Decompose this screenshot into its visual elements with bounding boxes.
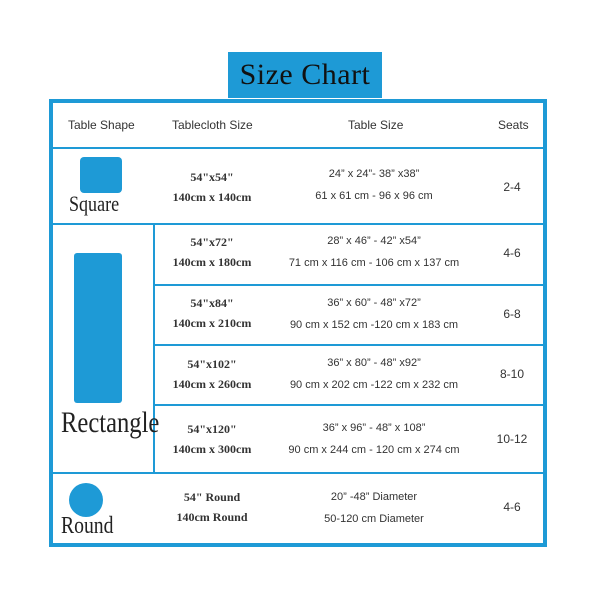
seats-value: 4-6	[503, 500, 521, 514]
table-size-cm: 90 cm x 152 cm -120 cm x 183 cm	[289, 319, 459, 331]
title-badge	[228, 52, 382, 98]
row-divider	[153, 344, 543, 346]
header-divider	[53, 147, 543, 149]
square-divider	[53, 223, 543, 225]
table-size-inches: 36” x 80” - 48” x92”	[327, 357, 421, 369]
table-size-inches: 20” -48” Diameter	[330, 491, 418, 503]
header-tablecloth-size: Tablecloth Size	[172, 118, 253, 132]
cloth-size-inches: 54"x84"	[190, 296, 234, 310]
cloth-size-cm: 140cm x 210cm	[172, 316, 252, 330]
header-seats: Seats	[498, 118, 529, 132]
rectangle-label: Rectangle	[61, 406, 160, 439]
table-size-cm: 61 x 61 cm - 96 x 96 cm	[315, 190, 433, 202]
cloth-size-inches: 54" Round	[183, 490, 241, 504]
cloth-size-inches: 54"x120"	[187, 422, 237, 436]
cloth-size-inches: 54"x102"	[187, 357, 237, 371]
round-label: Round	[61, 513, 114, 539]
cloth-size-cm: 140cm Round	[176, 510, 248, 524]
cloth-size-inches: 54"x72"	[190, 235, 234, 249]
header-table-size: Table Size	[348, 118, 404, 132]
table-size-cm: 71 cm x 116 cm - 106 cm x 137 cm	[288, 257, 460, 269]
square-label: Square	[69, 191, 120, 216]
rectangle-shape-icon	[74, 253, 122, 403]
table-size-inches: 24” x 24”- 38” x38”	[328, 168, 420, 180]
cloth-size-cm: 140cm x 140cm	[172, 190, 252, 204]
cloth-size-cm: 140cm x 300cm	[172, 442, 252, 456]
seats-value: 2-4	[503, 180, 521, 194]
row-divider	[153, 404, 543, 406]
table-size-cm: 90 cm x 202 cm -122 cm x 232 cm	[289, 379, 459, 391]
page-title: Size Chart	[239, 58, 371, 91]
seats-value: 10-12	[496, 432, 528, 446]
header-table-shape: Table Shape	[68, 118, 135, 132]
table-size-inches: 36” x 60” - 48” x72”	[327, 297, 421, 309]
cloth-size-cm: 140cm x 260cm	[172, 377, 252, 391]
cloth-size-inches: 54"x54"	[190, 170, 234, 184]
seats-value: 8-10	[499, 367, 525, 381]
table-size-cm: 50-120 cm Diameter	[324, 513, 424, 525]
rectangle-divider	[53, 472, 543, 474]
round-shape-icon	[69, 483, 103, 517]
table-size-cm: 90 cm x 244 cm - 120 cm x 274 cm	[288, 444, 460, 456]
seats-value: 6-8	[503, 307, 521, 321]
square-shape-icon	[80, 157, 122, 193]
seats-value: 4-6	[503, 246, 521, 260]
row-divider	[153, 284, 543, 286]
cloth-size-cm: 140cm x 180cm	[172, 255, 252, 269]
table-size-inches: 28” x 46” - 42” x54”	[327, 235, 421, 247]
table-size-inches: 36” x 96” - 48” x 108”	[322, 422, 426, 434]
